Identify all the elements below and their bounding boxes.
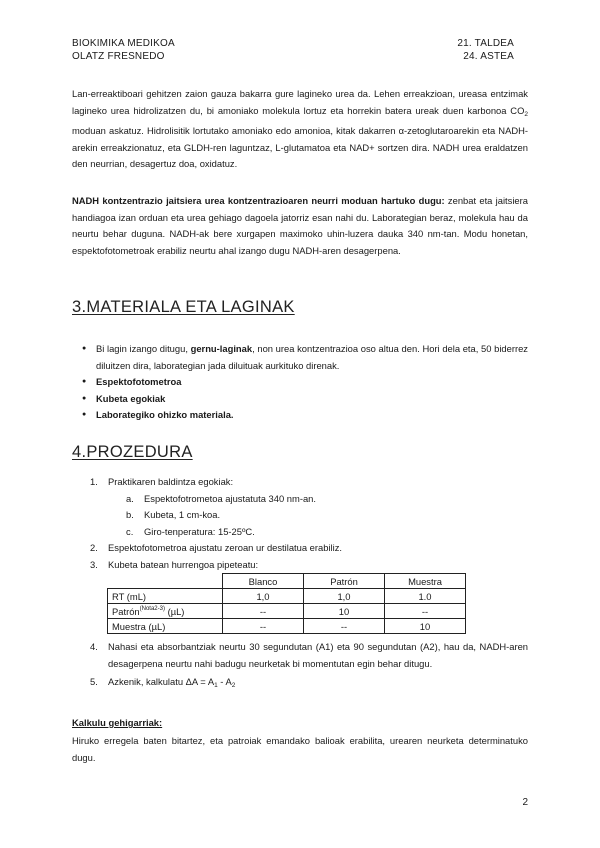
procedure-substep-b: b. Kubeta, 1 cm-koa. <box>126 509 221 521</box>
section-title-procedure: 4.PROZEDURA <box>72 443 193 461</box>
table-cell: -- <box>304 619 385 634</box>
table-cell: -- <box>223 619 304 634</box>
list-item: ● Kubeta egokiak <box>72 391 528 408</box>
gernu-laginak-term: gernu-laginak <box>190 343 253 354</box>
table-row <box>108 589 466 604</box>
table-cell: 1.0 <box>385 589 466 604</box>
procedure-step-5: 5. Azkenik, kalkulatu $\Delta A = A_1 - A_2$ <box>90 676 236 690</box>
table-cell: 10 <box>385 619 466 634</box>
column-header-blanco: Blanco <box>223 574 304 589</box>
table-cell: -- <box>223 604 304 619</box>
table-cell: 1,0 <box>304 589 385 604</box>
table-cell: 1,0 <box>223 589 304 604</box>
intro-text-cont: moduan askatuz. Hidrolisitik lortutako amoniako edo amonioa, kitak dakarren α-zetoglutaroarekin eta NADH-arekin erreakzionatuz, eta GLDH-ren laguntzaz, L-glutamatoa eta NAD+ sortzen dira. NADH urea eraldatzen den neurrian, desagertuz doa, oxidatuz. <box>72 125 528 170</box>
row-label-muestra: Muestra (µL) <box>108 619 223 634</box>
intro-text: Lan-erreaktiboari gehitzen zaion gauza bakarra gure lagineko urea da. Lehen erreakzioan, ureasa entzimak lagineko urea hidrolizatzen du, bi amoniako molekula lortuz eta horrekin batera ureak duen karbonoa CO <box>72 88 528 116</box>
procedure-step-3: 3. Kubeta batean hurrengoa pipeteatu: <box>90 558 259 570</box>
procedure-substep-a: a. Espektofotrometoa ajustatuta 340 nm-an. <box>126 492 316 504</box>
header-group: 21. TALDEA <box>457 38 514 49</box>
list-item: ● Espektofotometroa <box>72 374 528 391</box>
table-header-row <box>108 574 466 589</box>
header-course: BIOKIMIKA MEDIKOA <box>72 38 175 49</box>
procedure-step-1: 1. Praktikaren baldintza egokiak: <box>90 476 234 487</box>
table-row <box>108 604 466 619</box>
intro-paragraph-2 <box>72 193 528 259</box>
pipetting-table <box>107 573 466 634</box>
procedure-step-4: 4. Nahasi eta absorbantziak neurtu 30 segundutan (A1) eta 90 segundutan (A2), hau da, NADH-aren desagerpena neurtu nahi badugu neurketak bi momentutan egin behar ditugu. <box>90 641 528 669</box>
table-cell: -- <box>385 604 466 619</box>
procedure-list <box>72 474 528 574</box>
column-header-patron: Patrón <box>304 574 385 589</box>
delta-a-formula: $\Delta A = A_1 - A_2$ <box>185 676 236 690</box>
nadh-explanation: zenbat eta jaitsiera handiagoa izan orduan eta urea gehiago dagoela jatorriz esan nahi du. Laborategian beraz, molekula hau da neurtu behar duguna. NADH-ak bere xurgapen maximoko uhin-luzera dauka 340 nm-tan. Modu honetan, espektofotometroak erabiliz neurtu ahal izango dugu NADH-aren desagerpena. <box>72 195 528 256</box>
nadh-key-statement: NADH kontzentrazio jaitsiera urea kontzentrazioaren neurri moduan hartuko dugu: <box>72 195 445 206</box>
table-cell: 10 <box>304 604 385 619</box>
list-item: ● Laborategiko ohizko materiala. <box>72 407 528 424</box>
row-label-rt: RT (mL) <box>108 589 223 604</box>
kalkulu-title: Kalkulu gehigarriak: <box>72 717 163 728</box>
header-author: OLATZ FRESNEDO <box>72 51 165 62</box>
header-week: 24. ASTEA <box>463 51 514 62</box>
column-header-muestra: Muestra <box>385 574 466 589</box>
table-corner <box>108 574 223 589</box>
header-author-block <box>72 38 175 62</box>
row-label-patron: Patrón$^{(Nota2-3)}$ (µL) <box>108 604 223 619</box>
procedure-step-2: 2. Espektofotometroa ajustatu zeroan ur destilatua erabiliz. <box>90 542 342 554</box>
procedure-list-cont <box>72 639 528 695</box>
header-group-block <box>457 38 514 62</box>
table-row <box>108 619 466 634</box>
co2-subscript: 2 <box>524 110 528 118</box>
section-title-materials: 3.MATERIALA ETA LAGINAK <box>72 298 295 316</box>
materials-list <box>72 341 528 424</box>
procedure-substep-c: c. Giro-tenperatura: 15-25ºC. <box>126 525 255 537</box>
intro-paragraph-1 <box>72 86 528 173</box>
list-item: ● Bi lagin izango ditugu, gernu-laginak, non urea kontzentrazioa oso altua den. Hori dela eta, 50 biderrez diluitzen dira, laborategian jada diluituak aurkituko direnak. <box>72 341 528 374</box>
kalkulu-text: Hiruko erregela baten bitartez, eta patroiak emandako balioak erabilita, urearen neurketa determinatuko dugu. <box>72 735 528 763</box>
page-number: 2 <box>522 797 528 808</box>
